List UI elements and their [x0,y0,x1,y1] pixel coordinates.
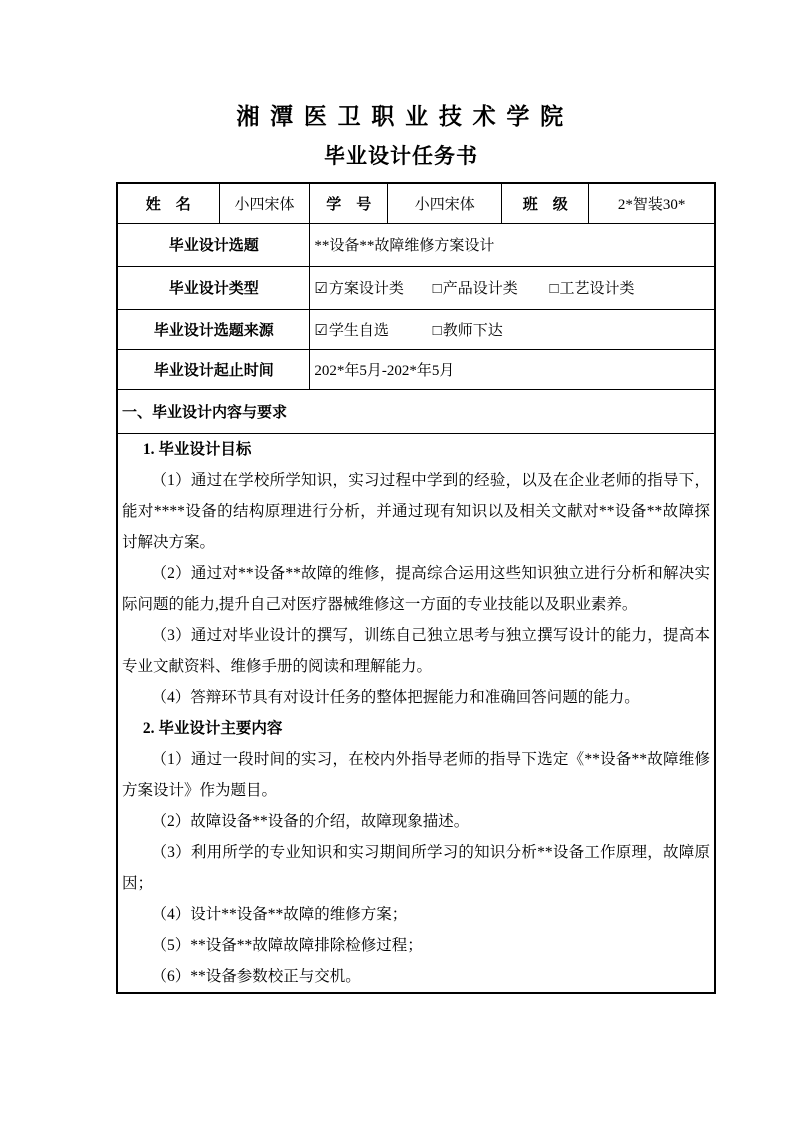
checkbox-option-plan-design[interactable] [314,281,403,297]
row-design-type [117,266,715,309]
student-id-value: 小四宋体 [388,183,502,223]
class-value: 2*智装30* [589,183,715,223]
subsection-heading-goals: 1. 毕业设计目标 [142,440,252,458]
paragraph: （5）**设备**故障故障排除检修过程； [151,936,423,954]
paragraph: （3）利用所学的专业知识和实习期间所学习的知识分析**设备工作原理，故障原因； [122,843,710,892]
checkbox-checked-icon: ☑ [314,322,328,339]
row-section-heading [117,389,715,433]
checkbox-checked-icon: ☑ [314,281,328,297]
checkbox-option-teacher-assigned[interactable] [433,323,503,339]
paragraph: （4）设计**设备**故障的维修方案； [151,905,408,923]
checkbox-unchecked-icon: □ [549,281,559,297]
school-name: 湘 潭 医 卫 职 业 技 术 学 院 [236,104,566,129]
paragraph: （2）故障设备**设备的介绍，故障现象描述。 [151,812,470,830]
paragraph: （1）通过在学校所学知识，实习过程中学到的经验，以及在企业老师的指导下，能对****设备的结构原理进行分析，并通过现有知识以及相关文献对**设备**故障探讨解决方案。 [122,471,710,551]
paragraph: （2）通过对**设备**故障的维修，提高综合运用这些知识独立进行分析和解决实际问题的能力,提升自己对医疗器械维修这一方面的专业技能以及职业素养。 [122,564,710,613]
row-design-topic [117,223,715,266]
checkbox-label: 工艺设计类 [559,281,635,297]
type-options [310,266,715,309]
checkbox-option-product-design[interactable] [433,281,518,297]
row-content [117,433,715,993]
section-heading: 一、毕业设计内容与要求 [117,389,715,433]
student-id-label: 学 号 [310,183,388,223]
source-options [310,309,715,349]
checkbox-unchecked-icon: □ [432,322,442,339]
doc-title: 毕业设计任务书 [324,144,478,168]
row-topic-source [117,309,715,349]
duration-label: 毕业设计起止时间 [117,349,310,389]
row-duration [117,349,715,389]
name-label: 姓 名 [117,183,219,223]
checkbox-label: 产品设计类 [442,281,518,297]
paragraph: （3）通过对毕业设计的撰写，训练自己独立思考与独立撰写设计的能力，提高本专业文献资料、维修手册的阅读和理解能力。 [122,626,710,675]
checkbox-option-process-design[interactable] [549,281,634,297]
class-label: 班 级 [502,183,589,223]
subsection-heading-main-content: 2. 毕业设计主要内容 [142,719,283,737]
content-cell [117,433,715,993]
checkbox-label: 学生自选 [328,322,389,339]
checkbox-label: 教师下达 [442,322,503,339]
paragraph: （4）答辩环节具有对设计任务的整体把握能力和准确回答问题的能力。 [151,688,640,706]
task-table [116,182,716,994]
checkbox-option-student-choice[interactable] [314,323,388,339]
checkbox-label: 方案设计类 [328,281,404,297]
topic-value: **设备**故障维修方案设计 [310,223,715,266]
paragraph: （6）**设备参数校正与交机。 [151,967,361,985]
document-header [101,0,701,170]
duration-value: 202*年5月-202*年5月 [310,349,715,389]
topic-label: 毕业设计选题 [117,223,310,266]
name-value: 小四宋体 [219,183,310,223]
paragraph: （1）通过一段时间的实习，在校内外指导老师的指导下选定《**设备**故障维修方案设计》作为题目。 [122,750,710,799]
row-student-info [117,183,715,223]
source-label: 毕业设计选题来源 [117,309,310,349]
checkbox-unchecked-icon: □ [432,281,442,297]
type-label: 毕业设计类型 [117,266,310,309]
